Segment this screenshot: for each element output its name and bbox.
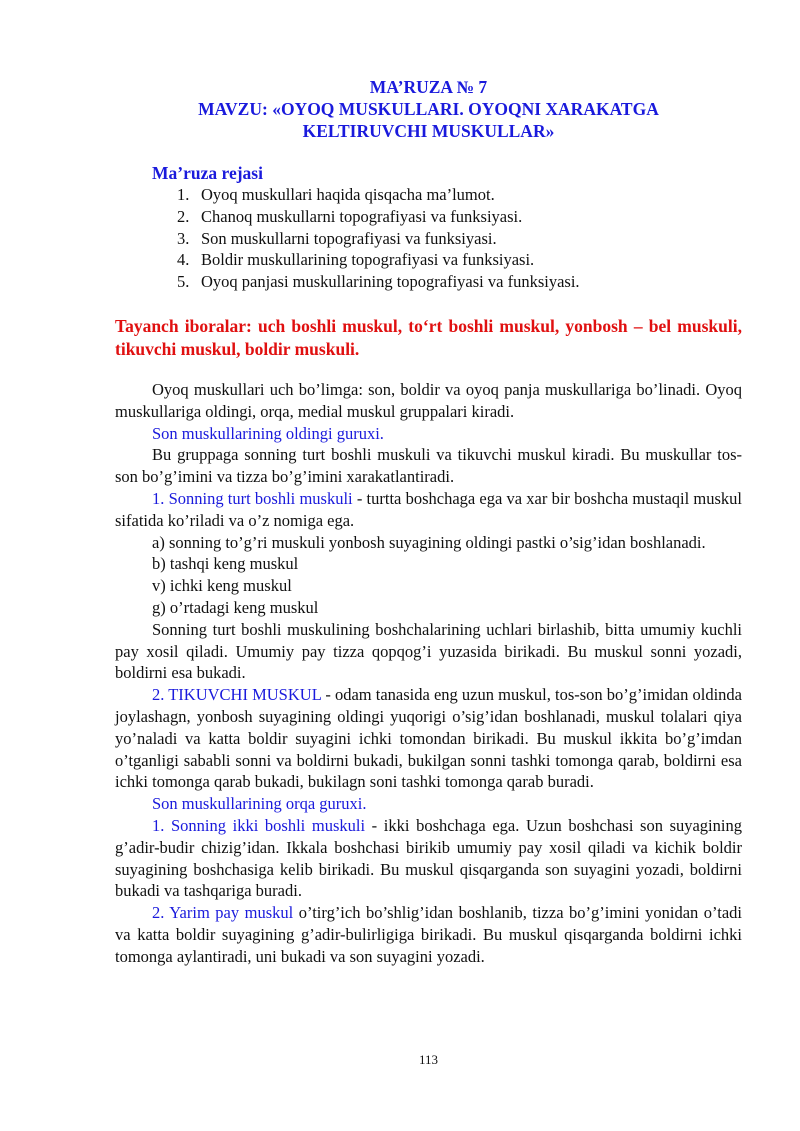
page-number: 113	[418, 1052, 439, 1067]
semitendinosus-text: o’tirg’ich bo’shlig’idan boshlanib, tizza bo’g’imini yonidan o’tadi va katta boldir suyagining g’adir-bulirligiga birikadi. Bu muskul qisqarganda boldirni ichki tomonga aylantiradi, uni bukadi va son suyagini yozadi.	[115, 903, 742, 966]
lecture-title-block	[115, 76, 742, 142]
back-group-heading: Son muskullarining orqa guruxi.	[152, 794, 367, 814]
front-group-paragraph: Bu gruppaga sonning turt boshli muskuli va tikuvchi muskul kiradi. Bu muskullar tos-son bo’g’imini va tizza bo’g’imini xarakatlantiradi.	[115, 445, 742, 487]
semitendinosus-paragraph	[115, 902, 742, 967]
sartorius-title: 2. TIKUVCHI MUSKUL	[152, 685, 322, 705]
biceps-title: 1. Sonning ikki boshli muskuli	[152, 815, 366, 835]
quadriceps-title: 1. Sonning turt boshli muskuli	[152, 488, 353, 508]
quadriceps-paragraph	[115, 488, 742, 532]
plan-item	[177, 206, 580, 228]
sartorius-text: - odam tanasida eng uzun muskul, tos-son bo’g’imidan oldinda joylashagn, yonbosh suyagining oldingi yuqorigi o’sig’idan boshlanadi, muskul tolalari qiya yo’naladi va katta boldir suyagini ichki tomondan birikadi. Bu muskul ikkita bo’g’imdan o’tganligi sababli sonni va boldirni bukadi, bukilgan sonni tashki tomonga qarab, boldirni esa ichki tomonga qarab bukadi, bukilagn soni tashki tomonga qarab buradi.	[115, 685, 743, 792]
plan-item-number: 5.	[177, 272, 190, 292]
plan-item-number: 1.	[177, 185, 190, 204]
plan-item-text: Oyoq muskullari haqida qisqacha ma’lumot.	[201, 185, 495, 204]
plan-item	[177, 249, 580, 271]
plan-item-number: 2.	[177, 206, 190, 226]
intro-paragraph: Oyoq muskullari uch bo’limga: son, boldir va oyoq panja muskullariga bo’linadi. Oyoq muskullariga oldingi, orqa, medial muskul gruppalari kiradi.	[115, 380, 742, 421]
plan-item	[177, 271, 580, 293]
list-item-g: g) o’rtadagi keng muskul	[152, 597, 319, 617]
plan-list	[177, 184, 580, 293]
plan-item	[177, 228, 580, 250]
sartorius-paragraph	[115, 684, 742, 793]
topic-title-line-1: MAVZU: «OYOQ MUSKULLARI. OYOQNI XARAKATGA	[198, 99, 659, 119]
biceps-paragraph	[115, 815, 742, 902]
plan-heading: Ma’ruza rejasi	[152, 163, 263, 183]
list-item-a: a) sonning to’g’ri muskuli yonbosh suyagining oldingi pastki o’sig’idan boshlanadi.	[152, 532, 706, 552]
plan-item	[177, 184, 580, 206]
lecture-number: MA’RUZA № 7	[369, 77, 488, 97]
biceps-text: - ikki boshchaga ega. Uzun boshchasi son suyagining g’adir-budir chizig’idan. Ikkala boshchasi birikib umumiy pay xosil qiladi va kichik boldir suyagining boshchasiga kelib birikadi. Bu muskul qisqarganda son suyagini yozadi, boldirni bukadi va tashqariga buradi.	[115, 815, 742, 901]
quadriceps-tendon-paragraph: Sonning turt boshli muskulining boshchalarining uchlari birlashib, bitta umumiy kuchli pay xosil qiladi. Umumiy pay tizza qopqog’i yuzasida birikadi. Bu muskul sonni yozadi, boldirni esa bukadi.	[115, 619, 742, 683]
semitendinosus-title: 2. Yarim pay muskul	[152, 903, 294, 923]
plan-item-text: Boldir muskullarining topografiyasi va funksiyasi.	[201, 250, 535, 270]
topic-title-line-2: KELTIRUVCHI MUSKULLAR»	[302, 121, 555, 141]
plan-item-number: 4.	[177, 250, 190, 270]
plan-item-number: 3.	[177, 228, 190, 248]
quadriceps-text: - turtta boshchaga ega va xar bir boshcha mustaqil muskul sifatida ko’riladi va o’z nomiga ega.	[115, 488, 742, 530]
list-item-b: b) tashqi keng muskul	[152, 554, 299, 574]
list-item-v: v) ichki keng muskul	[152, 576, 292, 596]
plan-item-text: Oyoq panjasi muskullarining topografiyasi va funksiyasi.	[201, 272, 580, 292]
key-terms: Tayanch iboralar: uch boshli muskul, to‘rt boshli muskul, yonbosh – bel muskuli, tikuvchi muskul, boldir muskuli.	[115, 316, 742, 359]
plan-item-text: Chanoq muskullarni topografiyasi va funksiyasi.	[201, 206, 523, 226]
plan-item-text: Son muskullarni topografiyasi va funksiyasi.	[201, 228, 497, 248]
front-group-heading: Son muskullarining oldingi guruxi.	[152, 423, 384, 443]
lecture-body	[115, 379, 742, 968]
